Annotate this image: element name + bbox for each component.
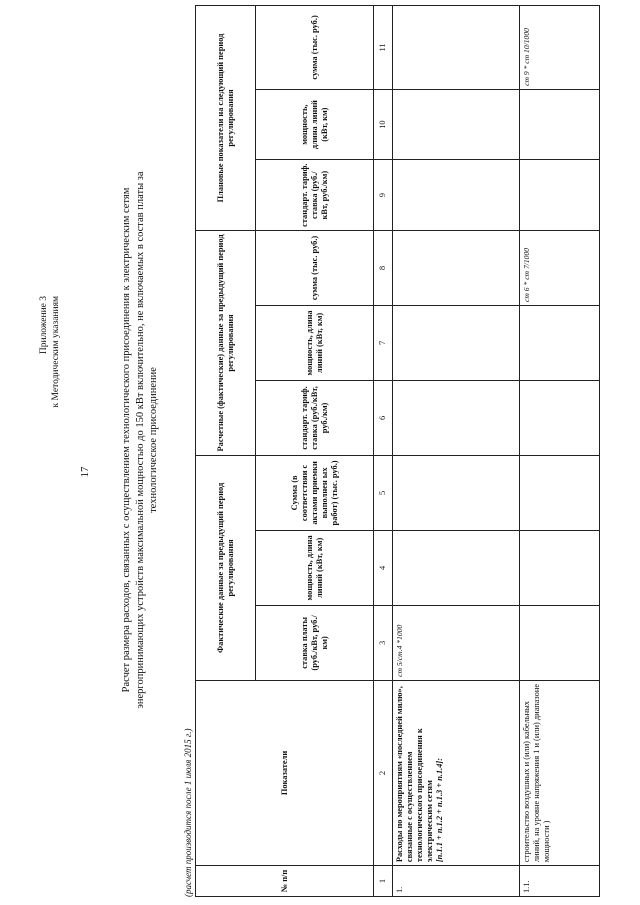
table-row — [519, 6, 600, 897]
header-group-planned: Плановые показатели на следующий период регулирования — [196, 6, 256, 231]
title-line-1: Расчет размера расходов, связанных с осуществлением технологического присоединения к электрическим сетям — [121, 187, 132, 693]
row-col-3: ст 5/ст.4 *1000 — [393, 605, 520, 680]
row-col-3 — [519, 605, 600, 680]
appendix-line-1: Приложение 3 — [39, 296, 49, 355]
index-cell: 7 — [374, 305, 393, 380]
row-col-11: ст 9 * ст 10/1000 — [519, 6, 600, 90]
row-col-8 — [393, 230, 520, 305]
index-cell: 10 — [374, 89, 393, 160]
row-label: строительство воздушных и (или) кабельных линий, на уровне напряжения 1 и (или) диапазоне мощности ) — [519, 680, 600, 865]
index-cell: 2 — [374, 680, 393, 865]
appendix-note — [38, 296, 62, 516]
header-col-10: мощность, длина линий (кВт, км) — [256, 89, 374, 160]
row-col-9 — [393, 160, 520, 231]
appendix-line-2: к Методическим указаниям — [51, 296, 61, 408]
row-col-8: ст 6 * ст 7/1000 — [519, 230, 600, 305]
row-formula: [п.1.1 + п.1.2 + п.1.3 + п.1.4]: — [435, 757, 444, 863]
row-col-4 — [519, 530, 600, 605]
header-col-3: ставка платы (руб./кВт, руб./км) — [256, 605, 374, 680]
index-cell: 6 — [374, 380, 393, 455]
title-line-2: энергопринимающих устройств максимальной мощностью до 150 кВт включительно, не включаемых в состав платы за — [134, 171, 146, 709]
row-col-6 — [393, 380, 520, 455]
header-group-actual: Фактические данные за предыдущий период регулирования — [196, 455, 256, 680]
table-row — [393, 6, 520, 897]
index-cell: 11 — [374, 6, 393, 90]
row-number: 1. — [393, 866, 520, 897]
header-col-9: стандарт. тариф. ставка (руб./кВт, руб./км) — [256, 160, 374, 231]
index-cell: 4 — [374, 530, 393, 605]
expenses-table — [195, 5, 600, 897]
header-num: № п/п — [196, 866, 374, 897]
page-number: 17 — [79, 466, 91, 478]
row-col-7 — [393, 305, 520, 380]
column-index-row — [374, 6, 393, 897]
row-col-10 — [519, 89, 600, 160]
index-cell: 3 — [374, 605, 393, 680]
index-cell: 9 — [374, 160, 393, 231]
header-col-4: мощность, длина линий (кВт, км) — [256, 530, 374, 605]
header-col-8: сумма (тыс. руб.) — [256, 230, 374, 305]
row-col-10 — [393, 89, 520, 160]
header-col-5: Сумма (в соответствии с актами приемки выполнен ых работ) (тыс. руб.) — [256, 455, 374, 530]
row-col-6 — [519, 380, 600, 455]
index-cell: 8 — [374, 230, 393, 305]
row-col-5 — [519, 455, 600, 530]
header-indicators: Показатели — [196, 680, 374, 865]
title-line-3: технологическое присоединение — [148, 367, 159, 513]
header-group-calculated: Расчетные (фактические) данные за предыдущий период регулирования — [196, 230, 256, 455]
row-col-11 — [393, 6, 520, 90]
row-label-text: Расходы по мероприятиям «последней милю», связанные с осуществлением технологического присоединения к электрическим сетям — [395, 686, 434, 863]
calculation-note: (расчет производится после 1 июля 2015 г.) — [183, 728, 193, 897]
index-cell: 5 — [374, 455, 393, 530]
header-col-6: стандарт. тариф. ставка (руб./кВт, руб./км) — [256, 380, 374, 455]
header-col-11: сумма (тыс. руб.) — [256, 6, 374, 90]
row-label — [393, 680, 520, 865]
row-col-5 — [393, 455, 520, 530]
row-col-9 — [519, 160, 600, 231]
row-number: 1.1. — [519, 866, 600, 897]
row-col-4 — [393, 530, 520, 605]
document-title — [120, 130, 161, 750]
index-cell: 1 — [374, 866, 393, 897]
header-col-7: мощность, длина линий (кВт, км) — [256, 305, 374, 380]
row-col-7 — [519, 305, 600, 380]
